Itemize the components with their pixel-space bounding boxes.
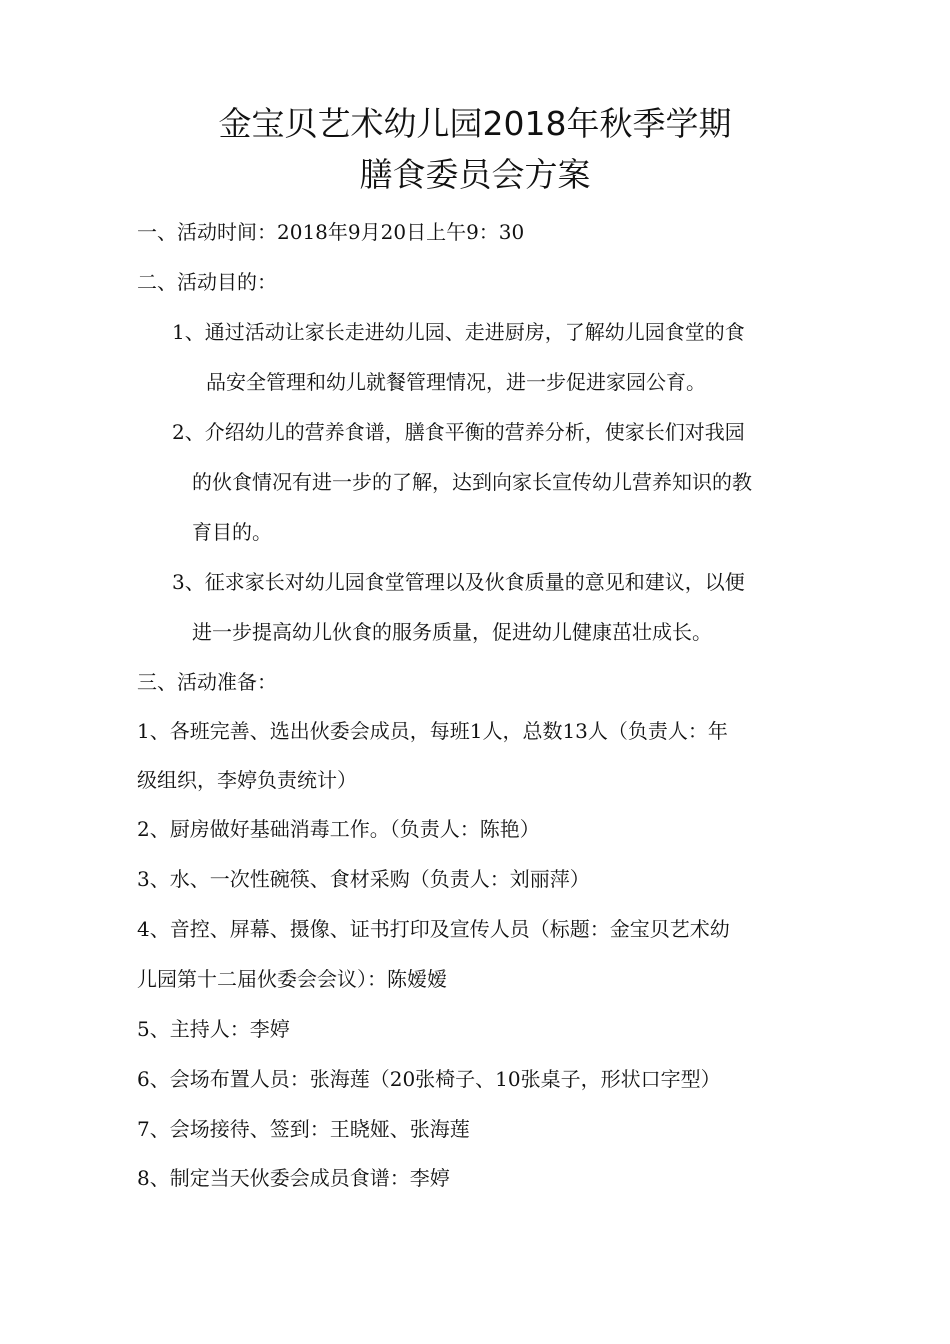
document-title-line2: 膳食委员会方案 [359,155,591,194]
goal-3-line-1: 3、征求家长对幼儿园食堂管理以及伙食质量的意见和建议，以便 [172,570,745,594]
section-heading-preparation: 三、活动准备： [137,670,277,694]
section-heading-goals: 二、活动目的： [137,270,277,294]
document-title-line1: 金宝贝艺术幼儿园2018年秋季学期 [218,104,732,143]
activity-time: 一、活动时间：2018年9月20日上午9：30 [137,220,525,244]
prep-item-5: 5、主持人：李婷 [137,1017,290,1041]
prep-item-6: 6、会场布置人员：张海莲（20张椅子、10张桌子，形状口字型） [137,1067,721,1091]
goal-1-line-2: 品安全管理和幼儿就餐管理情况，进一步促进家园公育。 [206,370,706,394]
prep-item-4-line-1: 4、音控、屏幕、摄像、证书打印及宣传人员（标题：金宝贝艺术幼 [137,917,730,941]
prep-item-7: 7、会场接待、签到：王晓娅、张海莲 [137,1117,470,1141]
prep-item-8: 8、制定当天伙委会成员食谱：李婷 [137,1166,450,1190]
goal-1-line-1: 1、通过活动让家长走进幼儿园、走进厨房，了解幼儿园食堂的食 [172,320,745,344]
goal-2-line-1: 2、介绍幼儿的营养食谱，膳食平衡的营养分析，使家长们对我园 [172,420,745,444]
prep-item-3: 3、水、一次性碗筷、食材采购（负责人：刘丽萍） [137,867,590,891]
goal-2-line-2: 的伙食情况有进一步的了解，达到向家长宣传幼儿营养知识的教 [192,470,752,494]
prep-item-2: 2、厨房做好基础消毒工作。（负责人：陈艳） [137,817,540,841]
goal-2-line-3: 育目的。 [192,520,272,544]
prep-item-1-line-2: 级组织，李婷负责统计） [137,768,357,792]
prep-item-4-line-2: 儿园第十二届伙委会会议）：陈嫒嫒 [137,967,447,991]
goal-3-line-2: 进一步提高幼儿伙食的服务质量，促进幼儿健康茁壮成长。 [192,620,712,644]
prep-item-1-line-1: 1、各班完善、选出伙委会成员，每班1人，总数13人（负责人：年 [137,719,728,743]
